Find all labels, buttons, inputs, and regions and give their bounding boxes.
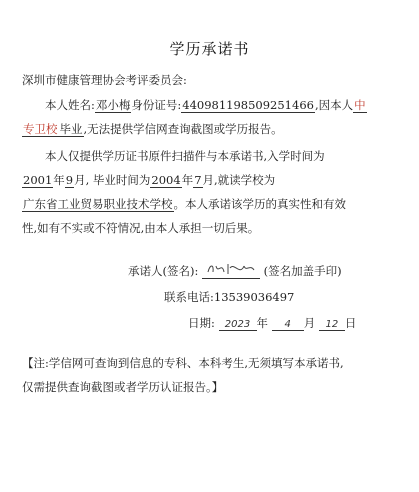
phone-value: 13539036497 — [213, 290, 295, 304]
paragraph-2-line-3 — [22, 196, 346, 212]
paragraph-1-rest: ,无法提供学信网查询截图或学历报告。 — [83, 122, 283, 136]
phone-row — [164, 289, 294, 305]
document-title: 学历承诺书 — [169, 40, 250, 58]
after-id-text: ,因本人 — [314, 98, 354, 112]
date-year: 2023 — [219, 319, 257, 331]
applicant-name: 邓小梅 — [95, 98, 131, 112]
date-row — [188, 315, 356, 331]
id-number: 440981198509251466 — [182, 98, 314, 112]
date-month: 4 — [272, 319, 304, 331]
year-unit-2: 年 — [181, 173, 194, 187]
date-day: 12 — [319, 319, 345, 331]
paragraph-1-line-1 — [45, 97, 367, 113]
paragraph-2-line-1: 本人仅提供学历证书原件扫描件与本承诺书,入学时间为 — [45, 149, 325, 163]
date-label: 日期: — [188, 316, 215, 330]
handwritten-signature-icon — [204, 260, 258, 278]
paragraph-2-line-2 — [22, 172, 275, 188]
date-year-unit: 年 — [256, 316, 269, 330]
signature-row — [128, 263, 342, 279]
paragraph-2-line-4: 性,如有不实或不符情况,由本人承担一切后果。 — [22, 221, 260, 235]
signature-label: 承诺人(签名): — [128, 264, 199, 278]
end-year: 2004 — [151, 173, 181, 187]
school-type-b: 专卫校 — [23, 122, 58, 136]
note-line-1: 【注:学信网可查询到信息的专科、本科考生,无须填写本承诺书, — [22, 356, 344, 370]
year-unit: 年 — [53, 173, 65, 187]
salutation: 深圳市健康管理协会考评委员会: — [22, 73, 187, 87]
school-intro: 月,就读学校为 — [202, 173, 276, 187]
signature-note: (签名加盖手印) — [263, 264, 342, 278]
paragraph-1-line-2 — [22, 121, 283, 137]
graduation-text: 月, 毕业时间为 — [74, 173, 151, 187]
id-label: 身份证号: — [131, 98, 182, 112]
note-line-2: 仅需提供查询截图或者学历认证报告。】 — [22, 380, 224, 394]
start-month: 9 — [65, 173, 74, 187]
phone-label: 联系电话: — [164, 290, 214, 304]
graduate-text: 毕业 — [59, 122, 83, 136]
commitment-text: 。本人承诺该学历的真实性和有效 — [173, 197, 346, 211]
start-year: 2001 — [23, 173, 53, 187]
date-day-unit: 日 — [344, 316, 357, 330]
name-label: 本人姓名: — [45, 98, 95, 112]
school-type-a: 中 — [354, 98, 366, 112]
date-month-unit: 月 — [303, 316, 316, 330]
school-name: 广东省工业贸易职业技术学校 — [23, 197, 173, 211]
signature-line — [202, 264, 260, 279]
end-month: 7 — [194, 173, 202, 187]
